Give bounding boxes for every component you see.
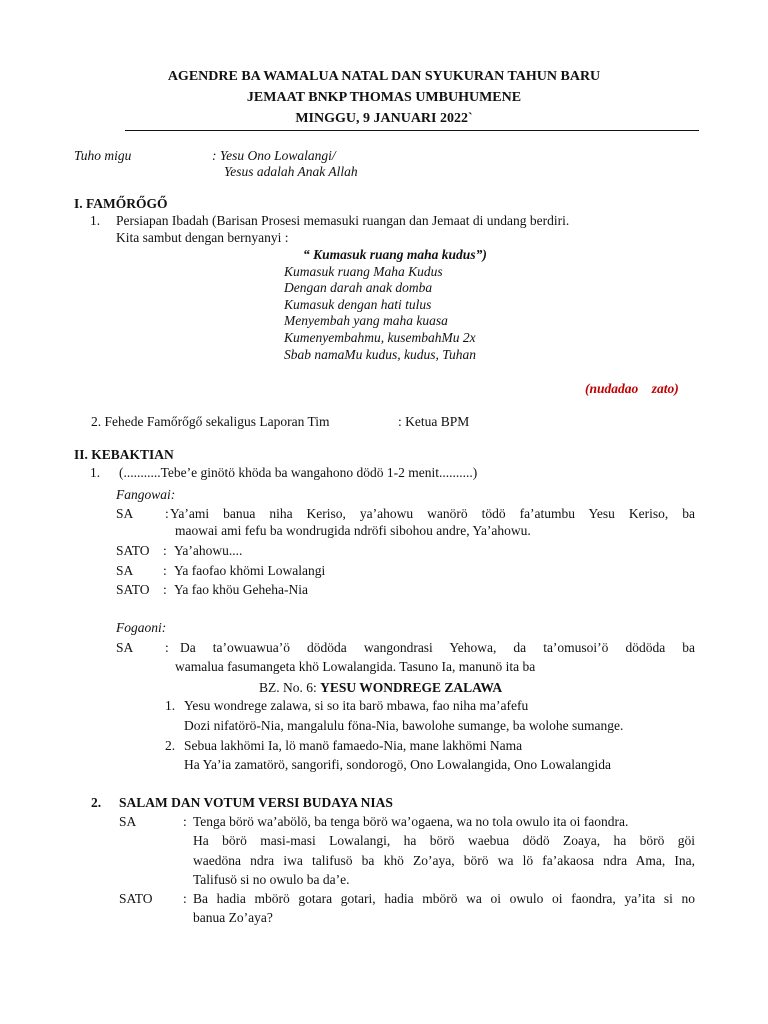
- liturgy-role: SA: [116, 563, 134, 578]
- hymn-verse-line: Ha Ya’ia zamatörö, sangorifi, sondorogö, Ono Lowalangida, Ono Lowalangida: [184, 757, 612, 772]
- section-1-item2-value: : Ketua BPM: [398, 414, 470, 429]
- liturgy-role: SA: [119, 814, 137, 829]
- liturgy-text: Da ta’owuawua’ö dödöda wangondrasi Yehowa, da ta’omusoi’ö dödöda ba: [180, 640, 695, 655]
- song-line: Menyembah yang maha kuasa: [284, 313, 448, 328]
- liturgy-text: Ha börö masi-masi Lowalangi, ha börö waebua dödö Zoaya, ha börö göi: [193, 833, 695, 848]
- liturgy-separator: :: [163, 582, 167, 597]
- hymn-verse-line: Yesu wondrege zalawa, si so ita barö mbawa, fao niha ma’afefu: [184, 698, 529, 713]
- liturgy-separator: :: [183, 891, 187, 906]
- liturgy-role: SATO: [119, 891, 153, 906]
- song-line: Kumenyembahmu, kusembahMu 2x: [284, 330, 476, 345]
- section-3-title: SALAM DAN VOTUM VERSI BUDAYA NIAS: [119, 795, 393, 810]
- liturgy-text: waedöna ndra iwa talifusö ba khö Zo’aya, börö wa lö fa’akaosa ndra Ama, Ina,: [193, 853, 695, 868]
- liturgy-role: SA: [116, 506, 134, 521]
- section-1-item1-text2: Kita sambut dengan bernyanyi :: [116, 230, 289, 245]
- liturgy-role: SATO: [116, 582, 150, 597]
- liturgy-separator: :: [183, 814, 187, 829]
- song-line: Dengan darah anak domba: [284, 280, 433, 295]
- liturgy-text-continued: maowai ami fefu ba wondrugida ndröfi sibohou andre, Ya’ahowu.: [175, 523, 531, 538]
- theme-value-line1: : Yesu Ono Lowalangi/: [212, 148, 336, 163]
- section-2-title: II. KEBAKTIAN: [74, 447, 174, 462]
- liturgy-separator: :: [165, 506, 169, 521]
- liturgy-text-continued: wamalua fasumangeta khö Lowalangida. Tasuno Ia, manunö ita ba: [175, 659, 536, 674]
- hymn-title: YESU WONDREGE ZALAWA: [320, 680, 503, 695]
- hymn-verse-number: 2.: [165, 738, 176, 753]
- liturgy-separator: :: [163, 543, 167, 558]
- section-1-item1-number: 1.: [90, 213, 101, 228]
- liturgy-separator: :: [165, 640, 169, 655]
- liturgy-role: SA: [116, 640, 134, 655]
- liturgy-text: Ya’ahowu....: [174, 543, 243, 558]
- liturgy-text: banua Zo’aya?: [193, 910, 273, 925]
- liturgy-text: Talifusö si no owulo ba da’e.: [193, 872, 350, 887]
- liturgy-role: SATO: [116, 543, 150, 558]
- song-line: Kumasuk dengan hati tulus: [284, 297, 432, 312]
- section-3-number: 2.: [91, 795, 102, 810]
- hymn-verse-line: Sebua lakhömi Ia, lö manö famaedo-Nia, mane lakhömi Nama: [184, 738, 523, 753]
- section-1-title: I. FAMŐRŐGŐ: [74, 196, 168, 211]
- fangowai-label: Fangowai:: [116, 487, 176, 502]
- document-date: MINGGU, 9 JANUARI 2022`: [295, 111, 473, 126]
- liturgy-separator: :: [163, 563, 167, 578]
- liturgy-text: Ya’ami banua niha Keriso, ya’ahowu wanörö tödö fa’atumbu Yesu Keriso, ba: [170, 506, 695, 521]
- theme-value-line2: Yesus adalah Anak Allah: [224, 164, 358, 179]
- theme-label: Tuho migu: [74, 148, 132, 163]
- hymn-verse-number: 1.: [165, 698, 176, 713]
- liturgy-text: Tenga börö wa’abölö, ba tenga börö wa’ogaena, wa no tola owulo ita oi faondra.: [193, 814, 629, 829]
- hymn-number: BZ. No. 6:: [259, 680, 321, 695]
- fogaoni-label: Fogaoni:: [116, 620, 167, 635]
- liturgy-text: Ya faofao khömi Lowalangi: [174, 563, 326, 578]
- hymn-reference: [259, 679, 502, 696]
- song-line: Kumasuk ruang Maha Kudus: [284, 264, 443, 279]
- stage-note: (nudadao zato): [585, 381, 679, 396]
- section-1-item2-text: 2. Fehede Famőrőgő sekaligus Laporan Tim: [91, 414, 330, 429]
- document-title-line2: JEMAAT BNKP THOMAS UMBUHUMENE: [246, 90, 522, 105]
- liturgy-text: Ba hadia mbörö gotara gotari, hadia mbörö wa oi owulo oi faondra, ya’ita si no: [193, 891, 695, 906]
- section-2-item1-text: (...........Tebe’e ginötö khöda ba wangahono dödö 1-2 menit..........): [119, 465, 478, 480]
- section-2-item1-number: 1.: [90, 465, 101, 480]
- song-title: “ Kumasuk ruang maha kudus”): [303, 247, 487, 262]
- song-line: Sbab namaMu kudus, kudus, Tuhan: [284, 347, 476, 362]
- section-1-item1-text: Persiapan Ibadah (Barisan Prosesi memasuki ruangan dan Jemaat di undang berdiri.: [116, 213, 570, 228]
- header-divider: [125, 130, 699, 131]
- liturgy-text: Ya fao khöu Geheha-Nia: [174, 582, 308, 597]
- document-title-line1: AGENDRE BA WAMALUA NATAL DAN SYUKURAN TAHUN BARU: [167, 69, 601, 84]
- hymn-verse-line: Dozi nifatörö-Nia, mangalulu föna-Nia, bawolohe sumange, ba wolohe sumange.: [184, 718, 624, 733]
